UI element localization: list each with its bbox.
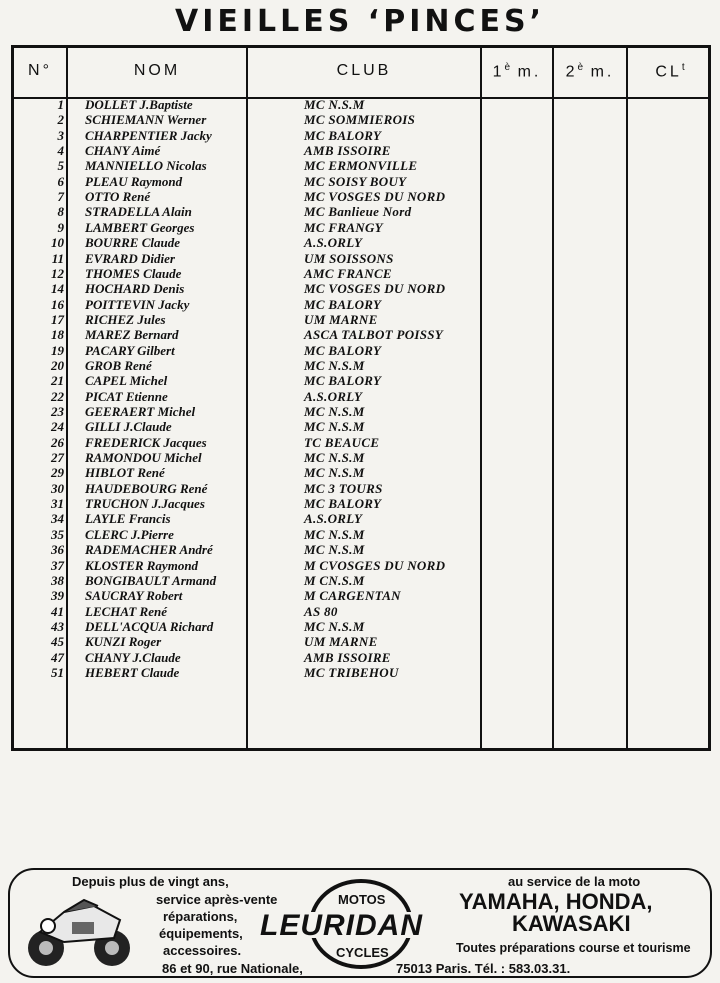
header-classement-suffix: t	[681, 62, 685, 73]
row-name: MAREZ Bernard	[85, 327, 179, 343]
header-classement	[628, 62, 712, 86]
row-club: MC N.S.M	[304, 618, 365, 634]
row-number: 30	[51, 480, 64, 496]
row-number: 26	[51, 434, 64, 450]
table-row	[14, 266, 474, 281]
row-name: OTTO René	[85, 189, 151, 205]
table-row	[14, 604, 474, 619]
ad-line-1: Depuis plus de vingt ans,	[72, 874, 229, 889]
table-row	[14, 112, 474, 127]
motorcycle-illustration	[24, 892, 134, 972]
row-number: 9	[57, 219, 64, 235]
row-club: MC BALORY	[304, 496, 382, 512]
header-classement-label: CL	[655, 63, 682, 81]
row-name: EVRARD Didier	[85, 250, 175, 266]
table-row	[14, 97, 474, 112]
row-club: AMB ISSOIRE	[304, 649, 391, 665]
row-number: 45	[51, 634, 64, 650]
row-number: 5	[57, 158, 64, 174]
row-name: MANNIELLO Nicolas	[85, 158, 207, 174]
row-name: KUNZI Roger	[85, 634, 162, 650]
row-name: HIBLOT René	[85, 465, 165, 481]
row-number: 34	[51, 511, 64, 527]
row-number: 21	[51, 373, 64, 389]
table-row	[14, 220, 474, 235]
ad-city-phone: 75013 Paris. Tél. : 583.03.31.	[396, 961, 571, 976]
row-name: CAPEL Michel	[85, 373, 168, 389]
row-number: 12	[51, 265, 64, 281]
row-name: CHANY Aimé	[85, 143, 161, 159]
row-club: AMB ISSOIRE	[304, 143, 391, 159]
header-nom: NOM	[133, 62, 181, 79]
row-club: ASCA TALBOT POISSY	[304, 327, 444, 343]
row-club: UM MARNE	[304, 311, 378, 327]
row-name: SCHIEMANN Werner	[85, 112, 207, 128]
row-name: DOLLET J.Baptiste	[85, 97, 193, 112]
row-club: MC BALORY	[304, 373, 382, 389]
table-row	[14, 281, 474, 296]
row-name: CHANY J.Claude	[85, 649, 181, 665]
table-row	[14, 251, 474, 266]
table-row	[14, 189, 474, 204]
row-number: 20	[51, 357, 64, 373]
page-title: VIEILLES ‘PINCES’	[175, 4, 545, 39]
row-name: PLEAU Raymond	[85, 173, 183, 189]
ad-brands-line-2: KAWASAKI	[512, 911, 631, 936]
logo-top-text: MOTOS	[338, 892, 386, 907]
row-name: RICHEZ Jules	[85, 311, 166, 327]
table-row	[14, 235, 474, 250]
row-name: HOCHARD Denis	[85, 281, 185, 297]
table-row	[14, 404, 474, 419]
row-name: BONGIBAULT Armand	[85, 572, 217, 588]
table-row	[14, 358, 474, 373]
row-club: A.S.ORLY	[304, 388, 363, 404]
logo-bottom-text: CYCLES	[336, 945, 389, 960]
table-row	[14, 650, 474, 665]
row-number: 11	[51, 250, 64, 266]
header-second-round-unit: m.	[590, 63, 615, 81]
row-number: 7	[57, 189, 64, 205]
row-number: 37	[51, 557, 64, 573]
row-name: HAUDEBOURG René	[85, 480, 208, 496]
table-row	[14, 435, 474, 450]
row-name: HEBERT Claude	[85, 664, 180, 680]
row-club: MC Banlieue Nord	[304, 204, 412, 220]
table-row	[14, 450, 474, 465]
row-number: 16	[51, 296, 64, 312]
row-name: FREDERICK Jacques	[85, 434, 207, 450]
table-row	[14, 174, 474, 189]
row-number: 35	[51, 526, 64, 542]
row-name: PICAT Etienne	[85, 388, 168, 404]
row-number: 31	[51, 496, 64, 512]
row-club: MC SOMMIEROIS	[304, 112, 416, 128]
row-club: MC TRIBEHOU	[304, 664, 399, 680]
row-club: AS 80	[304, 603, 338, 619]
ad-line-2: service après-vente	[156, 892, 278, 907]
row-name: CHARPENTIER Jacky	[85, 127, 212, 143]
row-club: M CVOSGES DU NORD	[304, 557, 446, 573]
row-number: 17	[51, 311, 64, 327]
row-name: SAUCRAY Robert	[85, 588, 183, 604]
table-row	[14, 511, 474, 526]
row-name: LAYLE Francis	[85, 511, 171, 527]
ad-right-line-4: Toutes préparations course et tourisme	[456, 941, 691, 955]
header-first-round	[482, 62, 552, 86]
row-club: A.S.ORLY	[304, 511, 363, 527]
ad-address: 86 et 90, rue Nationale,	[162, 961, 303, 976]
header-second-round	[554, 62, 626, 86]
row-number: 24	[51, 419, 64, 435]
row-number: 2	[57, 112, 64, 128]
row-number: 27	[51, 450, 64, 466]
row-name: BOURRE Claude	[85, 235, 180, 251]
row-club: A.S.ORLY	[304, 235, 363, 251]
row-number: 4	[57, 143, 64, 159]
row-club: MC 3 TOURS	[304, 480, 383, 496]
table-row	[14, 389, 474, 404]
row-name: RADEMACHER André	[85, 542, 213, 558]
row-club: MC N.S.M	[304, 419, 365, 435]
table-row	[14, 542, 474, 557]
row-club: MC BALORY	[304, 342, 382, 358]
row-name: KLOSTER Raymond	[85, 557, 199, 573]
table-row	[14, 143, 474, 158]
row-number: 43	[51, 618, 64, 634]
row-number: 41	[51, 603, 64, 619]
table-row	[14, 527, 474, 542]
table-row	[14, 204, 474, 219]
header-num: N°	[28, 62, 52, 79]
header-first-round-number: 1	[492, 63, 505, 81]
row-name: DELL'ACQUA Richard	[85, 618, 214, 634]
table-row	[14, 419, 474, 434]
row-name: TRUCHON J.Jacques	[85, 496, 205, 512]
row-name: RAMONDOU Michel	[85, 450, 202, 466]
row-club: MC N.S.M	[304, 465, 365, 481]
row-number: 18	[51, 327, 64, 343]
table-row	[14, 558, 474, 573]
table-row	[14, 312, 474, 327]
advertisement	[8, 868, 712, 978]
row-club: AMC FRANCE	[304, 265, 392, 281]
row-name: THOMES Claude	[85, 265, 182, 281]
row-name: GEERAERT Michel	[85, 404, 196, 419]
row-club: MC BALORY	[304, 296, 382, 312]
table-row	[14, 634, 474, 649]
header-club: CLUB	[336, 62, 392, 79]
row-name: POITTEVIN Jacky	[85, 296, 190, 312]
results-table	[11, 45, 711, 751]
row-number: 6	[57, 173, 64, 189]
table-row	[14, 573, 474, 588]
column-divider	[552, 48, 554, 748]
row-club: TC BEAUCE	[304, 434, 380, 450]
row-club: MC SOISY BOUY	[304, 173, 407, 189]
row-name: LECHAT René	[85, 603, 167, 619]
row-number: 51	[51, 664, 64, 680]
table-row	[14, 373, 474, 388]
table-row	[14, 465, 474, 480]
table-row	[14, 481, 474, 496]
row-name: GROB René	[85, 357, 152, 373]
row-number: 36	[51, 542, 64, 558]
row-number: 3	[57, 127, 64, 143]
row-number: 10	[51, 235, 64, 251]
row-name: CLERC J.Pierre	[85, 526, 174, 542]
row-club: MC ERMONVILLE	[304, 158, 418, 174]
row-club: MC FRANGY	[304, 219, 383, 235]
row-club: MC BALORY	[304, 127, 382, 143]
row-club: MC VOSGES DU NORD	[304, 281, 446, 297]
row-club: M CARGENTAN	[304, 588, 401, 604]
row-name: GILLI J.Claude	[85, 419, 172, 435]
row-number: 14	[51, 281, 64, 297]
row-name: LAMBERT Georges	[85, 219, 195, 235]
table-row	[14, 343, 474, 358]
table-row	[14, 297, 474, 312]
row-number: 29	[51, 465, 64, 481]
ad-line-4: équipements,	[159, 926, 243, 941]
row-number: 1	[57, 97, 64, 112]
row-number: 19	[51, 342, 64, 358]
row-club: MC N.S.M	[304, 542, 365, 558]
header-second-round-suffix: è	[577, 62, 584, 73]
table-row	[14, 496, 474, 511]
row-name: STRADELLA Alain	[85, 204, 192, 220]
column-divider	[480, 48, 482, 748]
row-name: PACARY Gilbert	[85, 342, 175, 358]
row-club: MC N.S.M	[304, 404, 365, 419]
row-number: 47	[51, 649, 64, 665]
row-number: 38	[51, 572, 64, 588]
header-first-round-unit: m.	[517, 63, 542, 81]
table-row	[14, 619, 474, 634]
row-club: MC N.S.M	[304, 97, 365, 112]
table-row	[14, 588, 474, 603]
row-club: M CN.S.M	[304, 572, 365, 588]
table-row	[14, 128, 474, 143]
column-divider	[626, 48, 628, 748]
row-club: MC N.S.M	[304, 526, 365, 542]
header-first-round-suffix: è	[504, 62, 511, 73]
table-row	[14, 158, 474, 173]
ad-line-5: accessoires.	[163, 943, 242, 958]
header-second-round-number: 2	[565, 63, 578, 81]
logo-main-text: LEURIDAN	[260, 909, 423, 942]
row-club: MC VOSGES DU NORD	[304, 189, 446, 205]
ad-right-line-1: au service de la moto	[508, 874, 641, 889]
ad-brands-line-1: YAMAHA, HONDA,	[459, 889, 653, 914]
row-number: 23	[51, 404, 64, 419]
row-club: MC N.S.M	[304, 357, 365, 373]
ad-line-3: réparations,	[163, 909, 238, 924]
row-club: UM MARNE	[304, 634, 378, 650]
table-row	[14, 665, 474, 680]
row-number: 8	[57, 204, 64, 220]
row-number: 39	[51, 588, 64, 604]
row-club: UM SOISSONS	[304, 250, 394, 266]
row-number: 22	[51, 388, 64, 404]
table-row	[14, 327, 474, 342]
row-club: MC N.S.M	[304, 450, 365, 466]
